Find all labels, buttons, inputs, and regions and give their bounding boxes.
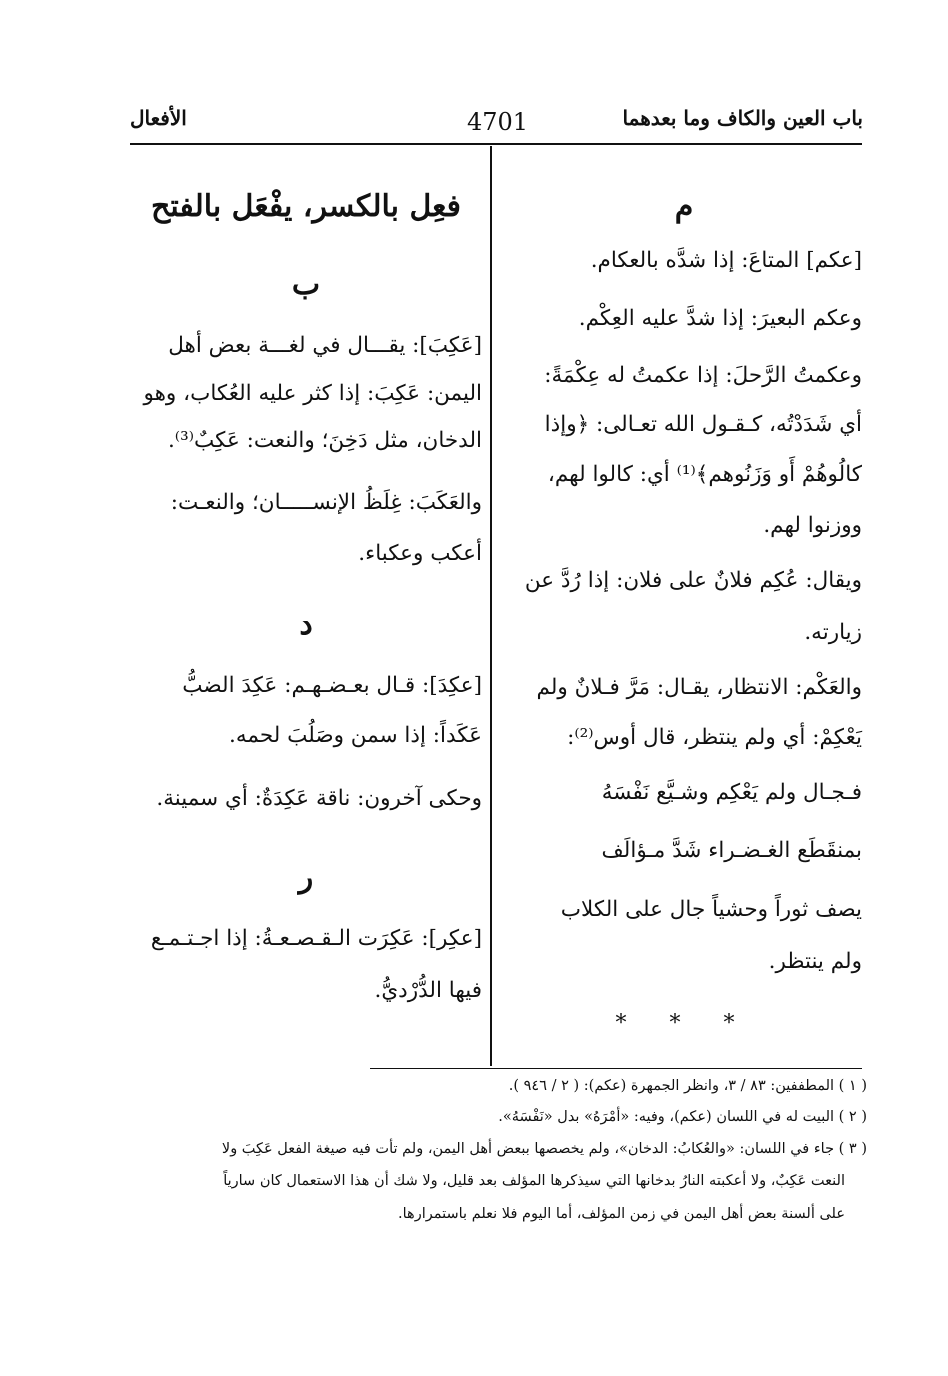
text-line: ويقال: عُكِم فلانٌ على فلان: إذا رُدَّ عن xyxy=(524,568,862,593)
column-divider xyxy=(490,146,492,1066)
text-line: زيارته. xyxy=(804,620,862,645)
letter-heading-dal: د xyxy=(299,607,313,642)
text-line: وعكمتُ الرَّحلَ: إذا عكمتُ له عِكْمَةً: xyxy=(544,363,862,388)
text-line: [عَكِبَ]: يقـــال في لغـــة بعض أهل xyxy=(168,333,482,358)
footnote-rule xyxy=(370,1068,862,1069)
text-line: أعكب وعكباء. xyxy=(358,541,482,566)
text-line: الدخان، مثل دَخِنَ؛ والنعت: عَكِبٌ⁽³⁾. xyxy=(167,428,482,453)
text-line: كالُوهُمْ أَو وَزَنُوهم﴾⁽¹⁾ أي: كالوا لهم، xyxy=(547,462,862,487)
text-line: والعَكْم: الانتظار، يقـال: مَرَّ فـلانٌ ولم xyxy=(536,675,862,700)
text-line: فيها الدُّرْديُّ. xyxy=(374,978,482,1003)
text-line: ووزنوا لهم. xyxy=(763,513,862,538)
text-line: [عكِر]: عَكِرَت الـقـصـعـةُ: إذا اجـتـمـع xyxy=(150,926,482,951)
text-line: عَكَداً: إذا سمن وصَلُبَ لحمه. xyxy=(229,723,482,748)
text-line: أي شَدَدْتُه، كـقـول الله تعـالى: ﴿وإذا xyxy=(544,412,862,437)
section-end-stars: * * * xyxy=(615,1011,753,1036)
footnote-3-cont: على ألسنة بعض أهل اليمن في زمن المؤلف، أما اليوم فلا نعلم باستمرارها. xyxy=(398,1206,845,1222)
chapter-title: باب العين والكاف وما بعدهما xyxy=(622,106,863,130)
section-title: الأفعال xyxy=(130,106,187,130)
text-line: اليمن: عَكِبَ: إذا كثر عليه العُكاب، وهو xyxy=(143,381,482,406)
page-number: 4701 xyxy=(467,108,529,136)
text-line: وحكى آخرون: ناقة عَكِدَةٌ: أي سمينة. xyxy=(156,786,482,811)
footnote-2: ( ٢ ) البيت له في اللسان (عكم)، وفيه: «أمْرَهُ» بدل «نَفْسَهُ». xyxy=(498,1109,867,1125)
letter-heading-ra: ر xyxy=(298,860,314,895)
letter-heading-ba: ب xyxy=(291,267,321,302)
footnote-3-cont: النعت عَكِبٌ، ولا أعكبته النارُ بدخانها التي سيذكرها المؤلف بعد قليل، ولا شك أن هذا الاستعمال كان سارياً xyxy=(223,1173,845,1189)
verse-line: فـجـال ولم يَعْكِم وشـيَّع نَفْسَهُ xyxy=(601,780,862,805)
text-line: [عكم] المتاعَ: إذا شدَّه بالعكام. xyxy=(590,248,862,273)
text-line: وعكم البعيرَ: إذا شدَّ عليه العِكْم. xyxy=(578,306,862,331)
letter-heading-mim: م xyxy=(674,189,694,224)
footnote-1: ( ١ ) المطففين: ٨٣ / ٣، وانظر الجمهرة (عكم): ( ٢ / ٩٤٦ ). xyxy=(508,1078,867,1094)
footnote-3: ( ٣ ) جاء في اللسان: «والعُكابُ: الدخان»، ولم يخصصها ببعض أهل اليمن، ولم تأت فيه صيغة الفعل عَكِبَ ولا xyxy=(221,1141,867,1157)
page-header xyxy=(0,100,948,140)
header-rule xyxy=(130,143,862,145)
text-line: يَعْكِمْ: أي ولم ينتظر، قال أوس⁽²⁾: xyxy=(567,725,862,750)
text-line: يصف ثوراً وحشياً جال على الكلاب xyxy=(560,897,862,922)
text-line: [عكِدَ]: قـال بعـضـهـم: عَكِدَ الضبُّ xyxy=(182,673,482,698)
chapter-subtitle: فعِل بالكسر، يفْعَل بالفتح xyxy=(150,189,461,224)
text-line: والعَكَبَ: غِلَظُ الإنســـــان؛ والنعـت: xyxy=(170,490,482,515)
text-line: ولم ينتظر. xyxy=(768,949,862,974)
verse-line: بمنقَطَع الغـضـراء شَدَّ مـؤالَف xyxy=(601,838,862,863)
